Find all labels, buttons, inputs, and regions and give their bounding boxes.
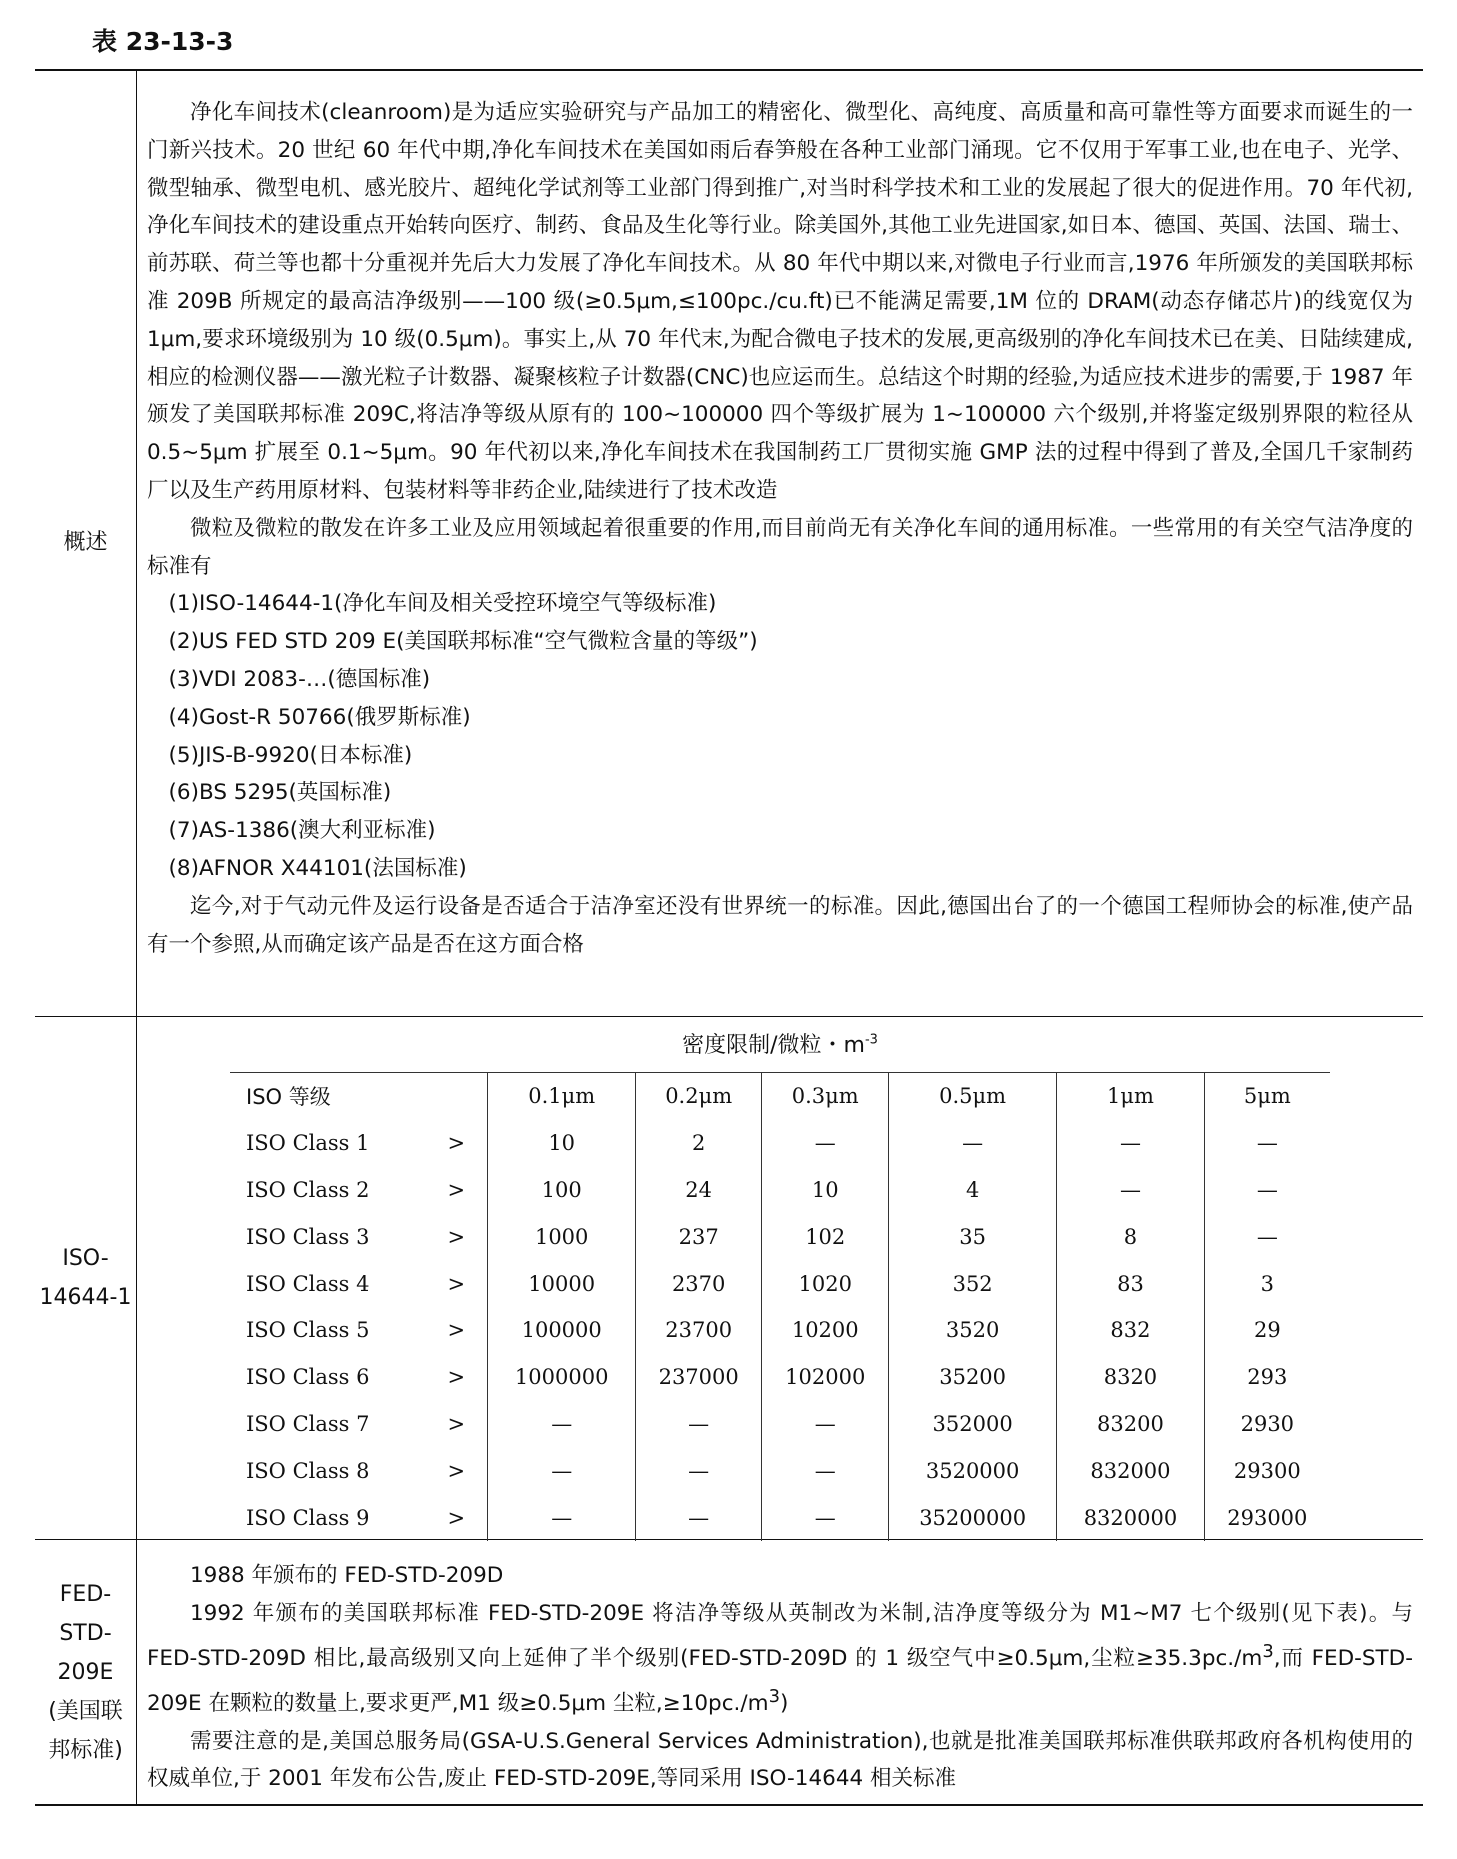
value-cell: 29300 bbox=[1204, 1447, 1330, 1494]
value-cell: 1000000 bbox=[488, 1354, 635, 1401]
limit-symbol: > bbox=[447, 1224, 466, 1249]
standard-item: (1)ISO-14644-1(净化车间及相关受控环境空气等级标准) bbox=[168, 591, 717, 617]
class-cell: ISO Class 2 bbox=[246, 1177, 370, 1202]
column-header: 5μm bbox=[1204, 1073, 1330, 1120]
table-row bbox=[230, 1401, 1330, 1448]
value-cell: 2370 bbox=[635, 1260, 762, 1307]
table-title: 表 23-13-3 bbox=[92, 27, 234, 56]
class-cell: ISO Class 1 bbox=[246, 1131, 370, 1156]
value-cell: — bbox=[635, 1447, 762, 1494]
column-header: 0.3μm bbox=[762, 1073, 889, 1120]
value-cell: 29 bbox=[1204, 1307, 1330, 1354]
table-row bbox=[230, 1167, 1330, 1214]
value-cell: 102 bbox=[762, 1213, 889, 1260]
value-cell: 832 bbox=[1057, 1307, 1204, 1354]
table-header-row bbox=[230, 1073, 1330, 1120]
standard-item: (8)AFNOR X44101(法国标准) bbox=[168, 855, 467, 881]
top-rule bbox=[35, 69, 1423, 71]
value-cell: — bbox=[488, 1401, 635, 1448]
overview-paragraph: 微粒及微粒的散发在许多工业及应用领域起着很重要的作用,而目前尚无有关净化车间的通用标准。一些常用的有关空气洁净度的标准有 bbox=[147, 515, 1413, 579]
standard-item: (5)JIS-B-9920(日本标准) bbox=[168, 742, 413, 768]
limit-symbol: > bbox=[447, 1458, 466, 1483]
value-cell: 3 bbox=[1204, 1260, 1330, 1307]
limit-symbol: > bbox=[447, 1177, 466, 1202]
value-cell: — bbox=[488, 1447, 635, 1494]
value-cell: — bbox=[762, 1120, 889, 1167]
value-cell: 3520000 bbox=[889, 1447, 1057, 1494]
value-cell: — bbox=[1204, 1120, 1330, 1167]
value-cell: 352 bbox=[889, 1260, 1057, 1307]
value-cell: 2 bbox=[635, 1120, 762, 1167]
value-cell: 10 bbox=[762, 1167, 889, 1214]
value-cell: 23700 bbox=[635, 1307, 762, 1354]
table-row bbox=[230, 1354, 1330, 1401]
table-row bbox=[230, 1120, 1330, 1167]
value-cell: 8320000 bbox=[1057, 1494, 1204, 1541]
limit-symbol: > bbox=[447, 1505, 466, 1530]
overview-content bbox=[147, 94, 1413, 963]
class-cell: ISO Class 6 bbox=[246, 1365, 370, 1390]
value-cell: 100000 bbox=[488, 1307, 635, 1354]
value-cell: 10000 bbox=[488, 1260, 635, 1307]
value-cell: 102000 bbox=[762, 1354, 889, 1401]
limit-symbol: > bbox=[447, 1271, 466, 1296]
value-cell: — bbox=[762, 1494, 889, 1541]
value-cell: 293000 bbox=[1204, 1494, 1330, 1541]
limit-symbol: > bbox=[447, 1365, 466, 1390]
table-row bbox=[230, 1213, 1330, 1260]
value-cell: 1000 bbox=[488, 1213, 635, 1260]
value-cell: 10 bbox=[488, 1120, 635, 1167]
class-cell: ISO Class 3 bbox=[246, 1224, 370, 1249]
value-cell: — bbox=[635, 1494, 762, 1541]
value-cell: 2930 bbox=[1204, 1401, 1330, 1448]
column-divider bbox=[136, 69, 137, 1806]
overview-paragraph: 净化车间技术(cleanroom)是为适应实验研究与产品加工的精密化、微型化、高纯度、高质量和高可靠性等方面要求而诞生的一门新兴技术。20 世纪 60 年代中期,净化车间技术在美国如雨后春笋般在各种工业部门涌现。它不仅用于军事工业,也在电子、光学、微型轴承、微型电机、感光胶片、超纯化学试剂等工业部门得到推广,对当时科学技术和工业的发展起了很大的促进作用。70 年代初,净化车间技术的建设重点开始转向医疗、制药、食品及生化等行业。除美国外,其他工业先进国家,如日本、德国、英国、法国、瑞士、前苏联、荷兰等也都十分重视并先后大力发展了净化车间技术。从 80 年代中期以来,对微电子行业而言,1976 年所颁发的美国联邦标准 209B 所规定的最高洁净级别——100 级(≥0.5μm,≤100pc./cu.ft)已不能满足需要,1M 位的 DRAM(动态存储芯片)的线宽仅为 1μm,要求环境级别为 10 级(0.5μm)。事实上,从 70 年代末,为配合微电子技术的发展,更高级别的净化车间技术已在美、日陆续建成,相应的检测仪器——激光粒子计数器、凝聚核粒子计数器(CNC)也应运而生。总结这个时期的经验,为适应技术进步的需要,于 1987 年颁发了美国联邦标准 209C,将洁净等级从原有的 100~100000 四个等级扩展为 1~100000 六个级别,并将鉴定级别界限的粒径从 0.5~5μm 扩展至 0.1~5μm。90 年代初以来,净化车间技术在我国制药工厂贯彻实施 GMP 法的过程中得到了普及,全国几千家制药厂以及生产药用原材料、包装材料等非药企业,陆续进行了技术改造 bbox=[147, 100, 1413, 503]
bottom-rule bbox=[35, 1804, 1423, 1806]
section-divider bbox=[35, 1016, 1423, 1017]
value-cell: — bbox=[1057, 1120, 1204, 1167]
value-cell: — bbox=[635, 1401, 762, 1448]
iso-label: ISO- 14644-1 bbox=[39, 1246, 132, 1310]
class-cell: ISO Class 7 bbox=[246, 1411, 370, 1436]
value-cell: 4 bbox=[889, 1167, 1057, 1214]
value-cell: 8 bbox=[1057, 1213, 1204, 1260]
value-cell: 237 bbox=[635, 1213, 762, 1260]
overview-paragraph: 迄今,对于气动元件及运行设备是否适合于洁净室还没有世界统一的标准。因此,德国出台了的一个德国工程师协会的标准,使产品有一个参照,从而确定该产品是否在这方面合格 bbox=[147, 893, 1413, 957]
limit-symbol: > bbox=[447, 1318, 466, 1343]
column-header: 0.1μm bbox=[488, 1073, 635, 1120]
value-cell: 35200 bbox=[889, 1354, 1057, 1401]
class-cell: ISO Class 8 bbox=[246, 1458, 370, 1483]
value-cell: 83 bbox=[1057, 1260, 1204, 1307]
value-cell: — bbox=[488, 1494, 635, 1541]
value-cell: — bbox=[1204, 1213, 1330, 1260]
class-cell: ISO Class 9 bbox=[246, 1505, 370, 1530]
iso-class-table bbox=[230, 1072, 1330, 1541]
class-cell: ISO Class 5 bbox=[246, 1318, 370, 1343]
standard-item: (2)US FED STD 209 E(美国联邦标准“空气微粒含量的等级”) bbox=[168, 629, 758, 655]
value-cell: 35 bbox=[889, 1213, 1057, 1260]
column-header: ISO 等级 bbox=[246, 1085, 331, 1110]
value-cell: 3520 bbox=[889, 1307, 1057, 1354]
value-cell: — bbox=[1057, 1167, 1204, 1214]
value-cell: — bbox=[762, 1401, 889, 1448]
value-cell: 10200 bbox=[762, 1307, 889, 1354]
column-header: 0.5μm bbox=[889, 1073, 1057, 1120]
value-cell: 8320 bbox=[1057, 1354, 1204, 1401]
value-cell: 293 bbox=[1204, 1354, 1330, 1401]
standard-item: (6)BS 5295(英国标准) bbox=[168, 780, 392, 806]
fed-content bbox=[147, 1557, 1413, 1798]
value-cell: 35200000 bbox=[889, 1494, 1057, 1541]
table-row bbox=[230, 1307, 1330, 1354]
density-caption: 密度限制/微粒・$m^{-3}$ bbox=[682, 1032, 878, 1058]
value-cell: — bbox=[762, 1447, 889, 1494]
limit-symbol: > bbox=[447, 1131, 466, 1156]
standard-item: (3)VDI 2083-…(德国标准) bbox=[168, 666, 431, 692]
standard-item: (7)AS-1386(澳大利亚标准) bbox=[168, 818, 436, 844]
value-cell: 83200 bbox=[1057, 1401, 1204, 1448]
table-row bbox=[230, 1260, 1330, 1307]
limit-symbol: > bbox=[447, 1411, 466, 1436]
fed-label: FED-STD- 209E (美国联 邦标准) bbox=[48, 1581, 123, 1763]
table-row bbox=[230, 1447, 1330, 1494]
standard-item: (4)Gost-R 50766(俄罗斯标准) bbox=[168, 704, 471, 730]
table-row bbox=[230, 1494, 1330, 1541]
value-cell: 1020 bbox=[762, 1260, 889, 1307]
fed-paragraph: 需要注意的是,美国总服务局(GSA-U.S.General Services Administration),也就是批准美国联邦标准供联邦政府各机构使用的权威单位,于 2001 年发布公告,废止 FED-STD-209E,等同采用 ISO-14644 相关标准 bbox=[147, 1728, 1413, 1792]
value-cell: 832000 bbox=[1057, 1447, 1204, 1494]
class-cell: ISO Class 4 bbox=[246, 1271, 370, 1296]
column-header: 0.2μm bbox=[635, 1073, 762, 1120]
value-cell: 24 bbox=[635, 1167, 762, 1214]
column-header: 1μm bbox=[1057, 1073, 1204, 1120]
fed-paragraph: 1992 年颁布的美国联邦标准 FED-STD-209E 将洁净等级从英制改为米制,洁净度等级分为 M1~M7 七个级别(见下表)。与 FED-STD-209D 相比,最高级别又向上延伸了半个级别(FED-STD-209D 的 1 级空气中≥0.5μm,尘粒$\ge 35.3pc./m^3$,而 FED-STD-209E 在颗粒的数量上,要求更严,M1 级≥0.5μm 尘粒$,\ge 10pc./m^3$) bbox=[147, 1600, 1413, 1716]
overview-label: 概述 bbox=[63, 530, 108, 555]
value-cell: 100 bbox=[488, 1167, 635, 1214]
value-cell: 237000 bbox=[635, 1354, 762, 1401]
fed-paragraph: 1988 年颁布的 FED-STD-209D bbox=[190, 1563, 504, 1588]
value-cell: — bbox=[889, 1120, 1057, 1167]
value-cell: — bbox=[1204, 1167, 1330, 1214]
value-cell: 352000 bbox=[889, 1401, 1057, 1448]
